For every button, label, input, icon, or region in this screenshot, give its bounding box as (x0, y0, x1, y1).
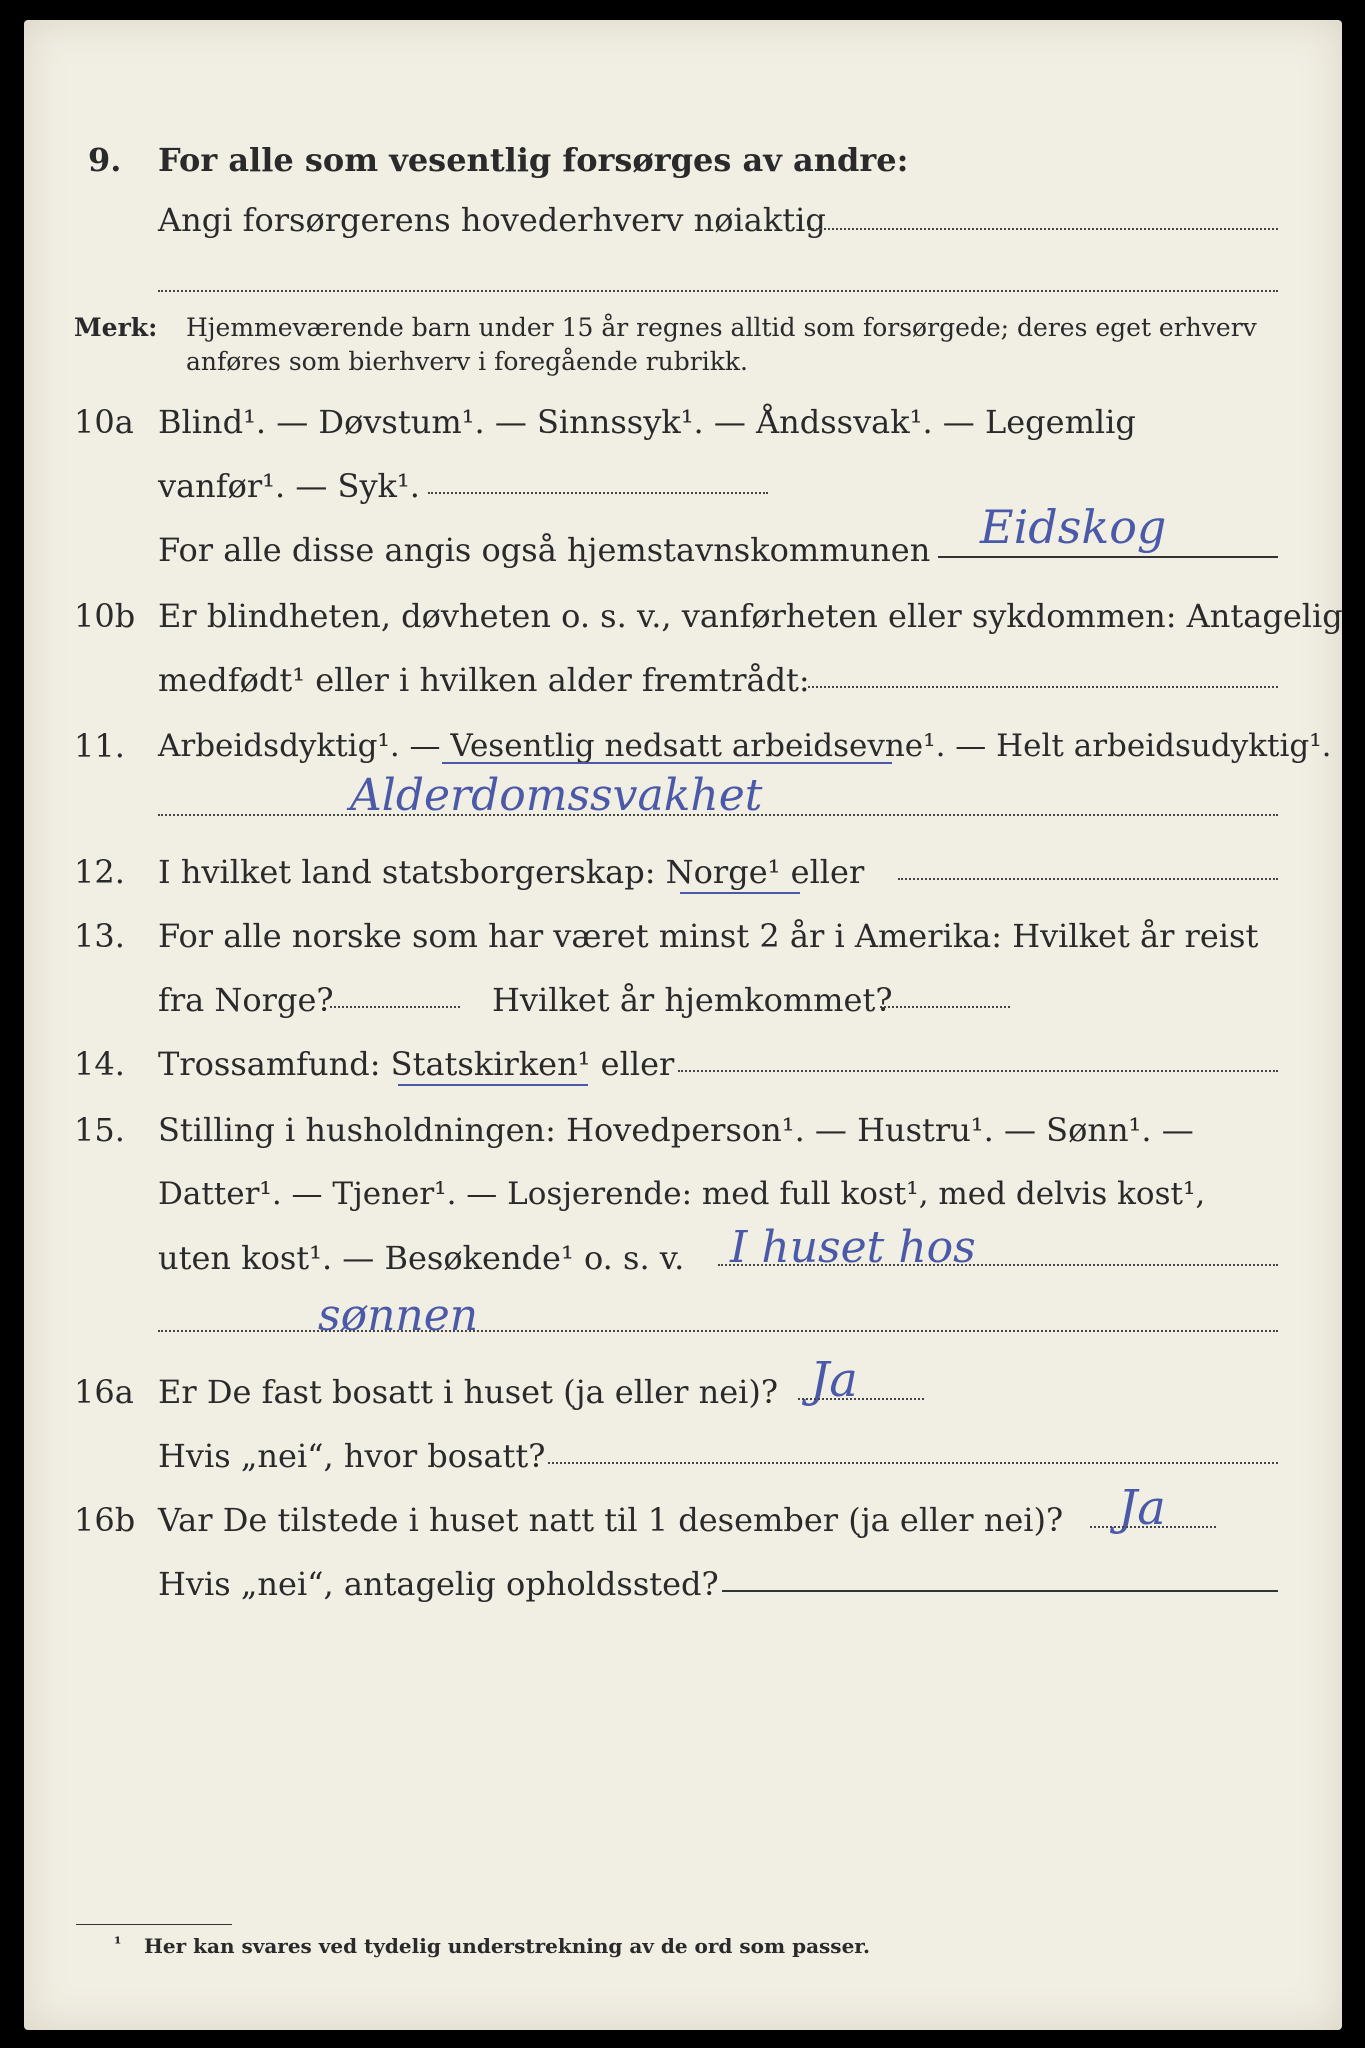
q9-number: 9. (88, 141, 122, 179)
q12-selected-underline (680, 892, 800, 894)
q14-answer-line[interactable] (678, 1070, 1278, 1072)
q11-answer-line[interactable] (158, 814, 1278, 816)
q9-prompt: Angi forsørgerens hovederhverv nøiaktig (158, 201, 826, 239)
q12-answer-line[interactable] (898, 878, 1278, 880)
q15-answer-line[interactable] (718, 1264, 1278, 1266)
q13-reist-line[interactable] (330, 1006, 460, 1008)
q15-answer-line-2[interactable] (158, 1330, 1278, 1332)
q13-line-2a: fra Norge? (158, 981, 334, 1019)
footnote-text: Her kan svares ved tydelig understrekning av de ord som passer. (144, 1934, 870, 1958)
q15-handwritten-answer-1: I huset hos (730, 1222, 976, 1273)
q16b-handwritten-answer: Ja (1118, 1480, 1166, 1536)
q15-line-3: uten kost¹. — Besøkende¹ o. s. v. (158, 1239, 685, 1277)
q10a-number: 10a (74, 403, 134, 441)
q13-line-1: For alle norske som har været minst 2 år i Amerika: Hvilket år reist (158, 917, 1259, 955)
q12-line-1: I hvilket land statsborgerskap: Norge¹ eller (158, 853, 865, 891)
q14-line-1: Trossamfund: Statskirken¹ eller (158, 1045, 675, 1083)
q10a-line-1: Blind¹. — Døvstum¹. — Sinnssyk¹. — Åndssvak¹. — Legemlig (158, 403, 1136, 441)
q10b-line-2: medfødt¹ eller i hvilken alder fremtrådt: (158, 661, 810, 699)
q11-number: 11. (74, 727, 125, 765)
q10a-kommune-line[interactable] (938, 556, 1278, 558)
footnote-rule (76, 1924, 232, 1925)
q14-selected-underline (398, 1084, 588, 1086)
q9-heading: For alle som vesentlig forsørges av andre: (158, 141, 909, 179)
q16a-answer-line[interactable] (798, 1398, 924, 1400)
q13-line-2b: Hvilket år hjemkommet? (492, 981, 893, 1019)
q12-number: 12. (74, 853, 125, 891)
q13-hjemkommet-line[interactable] (880, 1006, 1010, 1008)
q16a-line-2: Hvis „nei“, hvor bosatt? (158, 1437, 546, 1475)
q16a-number: 16a (74, 1373, 134, 1411)
q16b-number: 16b (74, 1501, 136, 1539)
q15-handwritten-answer-2: sønnen (318, 1290, 479, 1341)
q16b-line-2: Hvis „nei“, antagelig opholdssted? (158, 1565, 719, 1603)
q16a-handwritten-answer: Ja (810, 1352, 858, 1408)
q10b-answer-line[interactable] (808, 686, 1278, 688)
q10a-handwritten-answer: Eidskog (980, 500, 1167, 554)
q16b-opholdssted-line[interactable] (722, 1590, 1278, 1592)
q15-line-2: Datter¹. — Tjener¹. — Losjerende: med full kost¹, med delvis kost¹, (158, 1176, 1206, 1212)
q10a-syk-line[interactable] (428, 492, 768, 494)
q10a-line-2: vanfør¹. — Syk¹. (158, 467, 420, 505)
q15-line-1: Stilling i husholdningen: Hovedperson¹. — Hustru¹. — Sønn¹. — (158, 1111, 1194, 1149)
q9-answer-line[interactable] (808, 228, 1278, 230)
q13-number: 13. (74, 917, 125, 955)
q15-number: 15. (74, 1111, 125, 1149)
q16a-line-1: Er De fast bosatt i huset (ja eller nei)? (158, 1373, 779, 1411)
q16b-line-1: Var De tilstede i huset natt til 1 desember (ja eller nei)? (158, 1501, 1064, 1539)
q10b-line-1: Er blindheten, døvheten o. s. v., vanførheten eller sykdommen: Antagelig (158, 597, 1343, 635)
q10b-number: 10b (74, 597, 136, 635)
q9-answer-line-2[interactable] (158, 290, 1278, 292)
q11-selected-underline (442, 762, 892, 764)
merk-label: Merk: (74, 313, 158, 342)
q16b-answer-line[interactable] (1090, 1526, 1216, 1528)
q16a-bosatt-line[interactable] (548, 1462, 1278, 1464)
footnote-mark: ¹ (114, 1934, 122, 1954)
merk-text-2: anføres som bierhverv i foregående rubrikk. (186, 347, 748, 376)
q11-handwritten-answer: Alderdomssvakhet (350, 770, 763, 821)
q11-line-1: Arbeidsdyktig¹. — Vesentlig nedsatt arbeidsevne¹. — Helt arbeidsudyktig¹. (158, 728, 1332, 764)
q10a-line-3: For alle disse angis også hjemstavnskommunen (158, 531, 931, 569)
merk-text-1: Hjemmeværende barn under 15 år regnes alltid som forsørgede; deres eget erhverv (186, 313, 1257, 342)
q14-number: 14. (74, 1045, 125, 1083)
